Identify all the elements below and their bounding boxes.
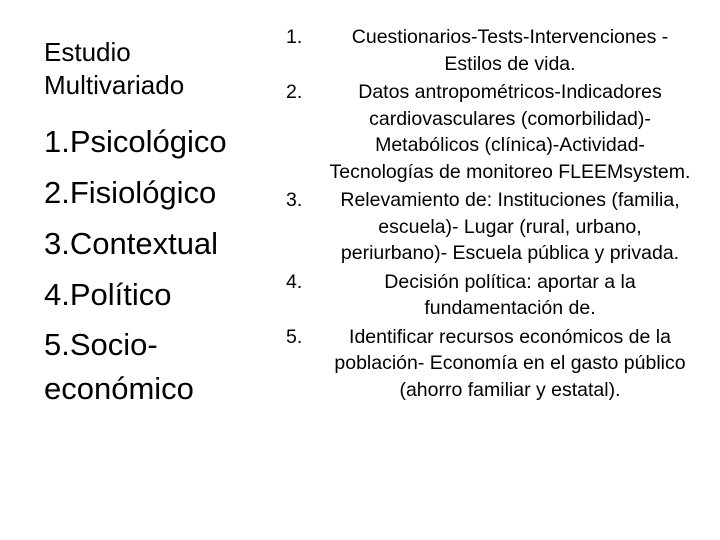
detail-number: 4.: [286, 270, 303, 293]
detail-text: Relevamiento de: Instituciones (familia, escuela)- Lugar (rural, urbano, periurbano)- Escuela pública y privada.: [340, 189, 680, 264]
detail-item-4: [282, 269, 692, 322]
dimension-list: [44, 116, 264, 411]
right-column: [282, 24, 692, 405]
dimension-item-fisiologico: 2.Fisiológico: [44, 175, 217, 210]
detail-text: Decisión política: aportar a la fundamentación de.: [384, 270, 636, 319]
dimension-item-politico: 4.Político: [44, 277, 172, 312]
detail-item-5: [282, 324, 692, 404]
detail-item-2: [282, 79, 692, 185]
detail-number: 5.: [286, 325, 303, 348]
detail-text: Cuestionarios-Tests-Intervenciones -Estilos de vida.: [351, 26, 669, 75]
detail-number: 1.: [286, 26, 303, 48]
detail-number: 2.: [286, 81, 303, 103]
detail-text: Identificar recursos económicos de la población- Economía en el gasto público (ahorro familiar y estatal).: [334, 325, 686, 401]
left-column: [44, 36, 264, 411]
slide-title: Estudio Multivariado: [44, 37, 185, 100]
dimension-item-contextual: 3.Contextual: [44, 226, 219, 261]
detail-list: [282, 24, 692, 403]
dimension-item-socioeconomico: 5.Socio-económico: [44, 327, 194, 406]
detail-item-3: [282, 187, 692, 267]
detail-number: 3.: [286, 189, 303, 211]
detail-item-1: [282, 24, 692, 77]
dimension-item-psicologico: 1.Psicológico: [44, 124, 227, 159]
detail-text: Datos antropométricos-Indicadores cardiovasculares (comorbilidad)-Metabólicos (clínica)-Actividad-Tecnologías de monitoreo FLEEMsystem.: [329, 81, 691, 183]
